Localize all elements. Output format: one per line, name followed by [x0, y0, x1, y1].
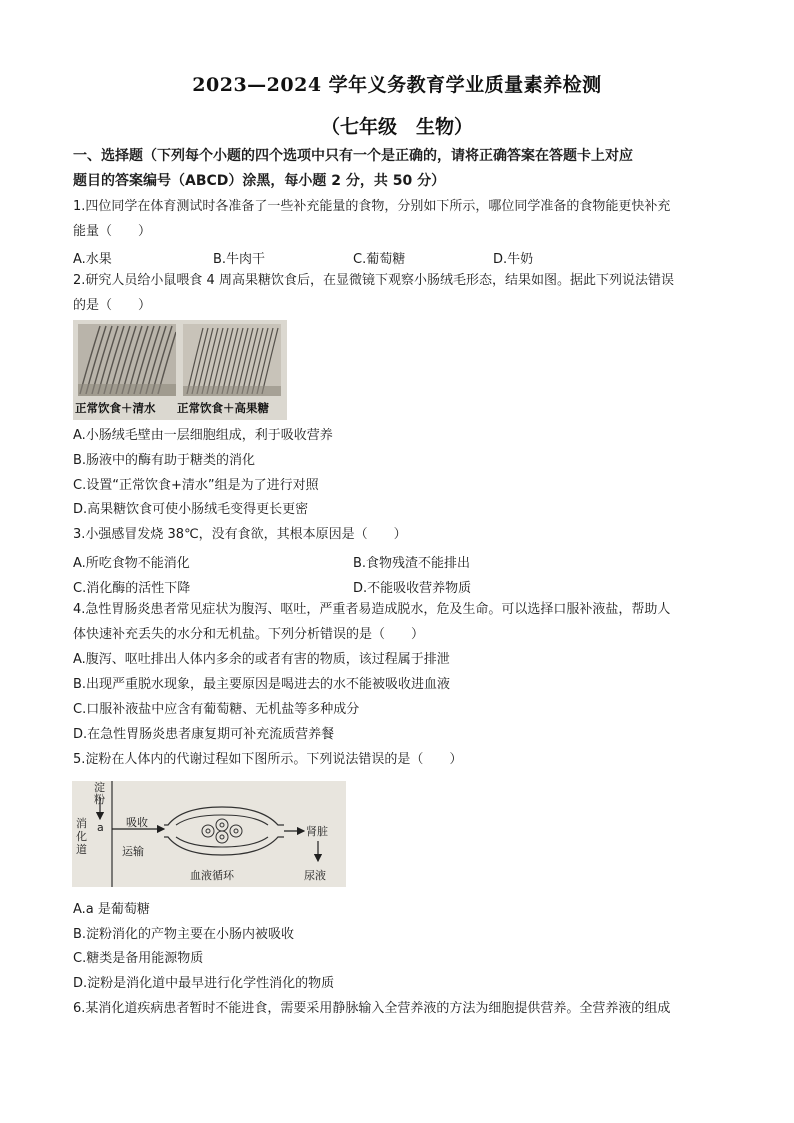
- q4-option-a: A.腹泻、呕吐排出人体内多余的或者有害的物质，该过程属于排泄: [73, 652, 450, 667]
- q2-option-c: C.设置“正常饮食+清水”组是为了进行对照: [73, 478, 319, 493]
- q5-option-c: C.糖类是备用能源物质: [73, 951, 204, 966]
- q4-stem-line2: 体快速补充丢失的水分和无机盐。下列分析错误的是（ ）: [73, 627, 425, 642]
- q4-stem-line1: 4.急性胃肠炎患者常见症状为腹泻、呕吐，严重者易造成脱水，危及生命。可以选择口服补液盐，帮助人: [73, 602, 671, 617]
- q6-stem-line1: 6.某消化道疾病患者暂时不能进食，需要采用静脉输入全营养液的方法为细胞提供营养。全营养液的组成: [73, 1001, 671, 1016]
- q2-option-d: D.高果糖饮食可使小肠绒毛变得更长更密: [73, 502, 309, 517]
- villi-high-fructose-image: [183, 324, 281, 396]
- q2-option-a: A.小肠绒毛壁由一层细胞组成，利于吸收营养: [73, 428, 333, 443]
- q1-option-d: D.牛奶: [493, 252, 534, 267]
- q3-option-c: C.消化酶的活性下降: [73, 581, 191, 596]
- q1-option-a: A.水果: [73, 252, 112, 267]
- q1-stem-line1: 1.四位同学在体育测试时各准备了一些补充能量的食物，分别如下所示，哪位同学准备的食物能更快补充: [73, 199, 671, 214]
- q1-stem-line2: 能量（ ）: [73, 224, 152, 239]
- label-starch: 淀粉: [94, 781, 105, 806]
- label-digestive-tract: 消化道: [76, 817, 87, 856]
- villi-normal-image: [78, 324, 176, 396]
- q2-option-b: B.肠液中的酶有助于糖类的消化: [73, 453, 256, 468]
- villi-label-normal: 正常饮食＋清水: [75, 401, 156, 415]
- label-blood-circulation: 血液循环: [190, 869, 234, 882]
- label-absorb: 吸收: [126, 816, 148, 829]
- q1-option-c: C.葡萄糖: [353, 252, 406, 267]
- q4-option-d: D.在急性胃肠炎患者康复期可补充流质营养餐: [73, 727, 335, 742]
- q3-option-a: A.所吃食物不能消化: [73, 556, 190, 571]
- q1-option-b: B.牛肉干: [213, 252, 266, 267]
- q3-option-b: B.食物残渣不能排出: [353, 556, 471, 571]
- section-heading-line1: 一、选择题（下列每个小题的四个选项中只有一个是正确的，请将正确答案在答题卡上对应: [73, 148, 633, 164]
- exam-title: 2023—2024 学年义务教育学业质量素养检测: [192, 74, 602, 96]
- villi-label-fructose: 正常饮食＋高果糖: [177, 401, 269, 415]
- q2-stem-line1: 2.研究人员给小鼠喂食 4 周高果糖饮食后，在显微镜下观察小肠绒毛形态，结果如图。据此下列说法错误: [73, 273, 674, 288]
- q4-option-b: B.出现严重脱水现象，最主要原因是喝进去的水不能被吸收进血液: [73, 677, 451, 692]
- section-heading-line2: 题目的答案编号（ABCD）涂黑，每小题 2 分，共 50 分）: [73, 173, 446, 189]
- label-kidney: 肾脏: [306, 825, 328, 838]
- q5-starch-metabolism-diagram: [72, 781, 346, 887]
- q5-option-a: A.a 是葡萄糖: [73, 902, 150, 917]
- q5-option-b: B.淀粉消化的产物主要在小肠内被吸收: [73, 927, 295, 942]
- label-urine: 尿液: [304, 869, 326, 882]
- q5-option-d: D.淀粉是消化道中最早进行化学性消化的物质: [73, 976, 335, 991]
- q2-stem-line2: 的是（ ）: [73, 298, 152, 313]
- q2-villi-micrograph: [73, 320, 287, 420]
- label-transport: 运输: [122, 845, 144, 858]
- q3-stem: 3.小强感冒发烧 38℃，没有食欲，其根本原因是（ ）: [73, 527, 407, 542]
- q5-stem: 5.淀粉在人体内的代谢过程如下图所示。下列说法错误的是（ ）: [73, 752, 463, 767]
- exam-subtitle: （七年级 生物）: [320, 116, 473, 138]
- q3-option-d: D.不能吸收营养物质: [353, 581, 472, 596]
- q4-option-c: C.口服补液盐中应含有葡萄糖、无机盐等多种成分: [73, 702, 360, 717]
- label-a: a: [97, 821, 104, 834]
